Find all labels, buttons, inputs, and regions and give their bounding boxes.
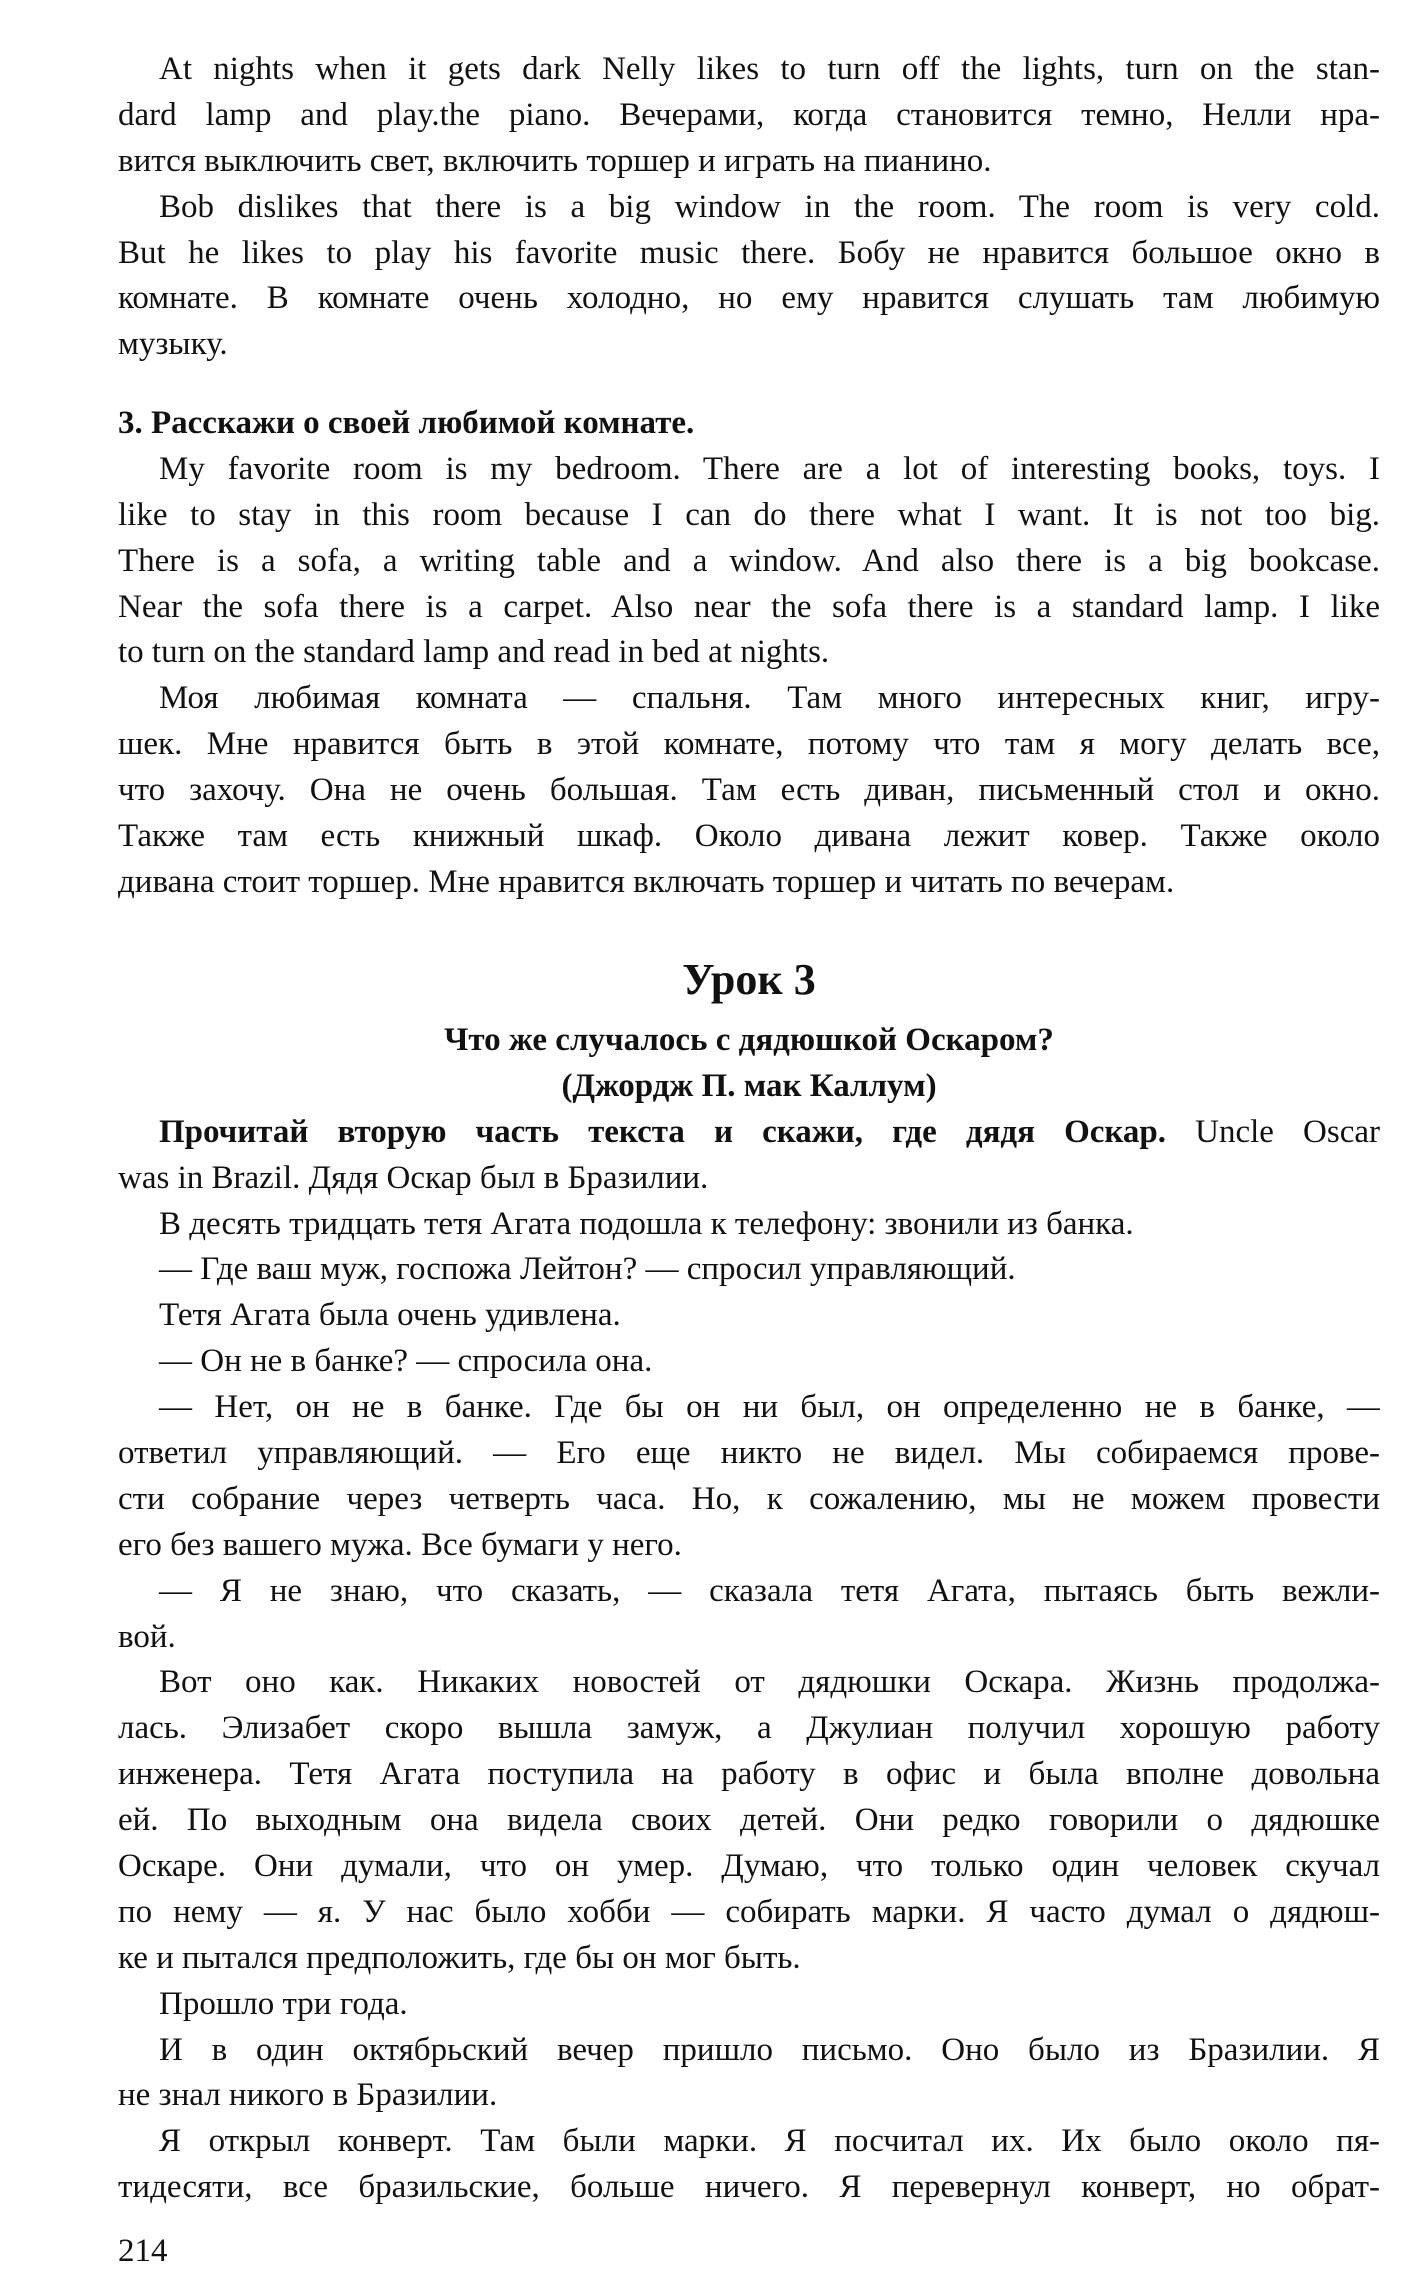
paragraph-line: его без вашего мужа. Все бумаги у него. <box>118 1526 682 1563</box>
paragraph-line: Я открыл конверт. Там были марки. Я посчитал их. Их было около пя- <box>159 2123 1380 2160</box>
paragraph-line: dard lamp and play.the piano. Вечерами, когда становится темно, Нелли нра- <box>118 96 1380 133</box>
lesson-title: Урок 3 <box>682 955 816 1004</box>
paragraph-line: At nights when it gets dark Nelly likes to turn off the lights, turn on the stan- <box>159 51 1380 87</box>
paragraph-line: But he likes to play his favorite music there. Бобу не нравится большое окно в <box>118 234 1380 271</box>
page-number: 214 <box>118 2233 168 2269</box>
paragraph-line: Моя любимая комната — спальня. Там много интересных книг, игру- <box>159 680 1380 717</box>
paragraph-line: ке и пытался предположить, где бы он мог быть. <box>118 1939 801 1976</box>
paragraph-line: ей. По выходным она видела своих детей. Они редко говорили о дядюшке <box>118 1802 1380 1839</box>
story-author: (Джордж П. мак Каллум) <box>561 1067 937 1104</box>
paragraph-line: There is a sofa, a writing table and a window. And also there is a big bookcase. <box>118 542 1380 579</box>
paragraph-line: И в один октябрьский вечер пришло письмо. Оно было из Бразилии. Я <box>159 2031 1380 2068</box>
paragraph-line: В десять тридцать тетя Агата подошла к телефону: звонили из банка. <box>159 1205 1134 1242</box>
paragraph-line: комнате. В комнате очень холодно, но ему нравится слушать там любимую <box>118 280 1380 317</box>
paragraph-line: инженера. Тетя Агата поступила на работу в офис и была вполне довольна <box>118 1756 1380 1793</box>
paragraph-line: Bob dislikes that there is a big window in the room. The room is very cold. <box>159 188 1380 225</box>
section-heading: 3. Расскажи о своей любимой комнате. <box>118 405 695 441</box>
paragraph-line: ответил управляющий. — Его еще никто не видел. Мы собираемся прове- <box>118 1435 1380 1472</box>
paragraph-line: не знал никого в Бразилии. <box>118 2077 498 2114</box>
paragraph-line: шек. Мне нравится быть в этой комнате, потому что там я могу делать все, <box>118 726 1380 763</box>
paragraph-line: сти собрание через четверть часа. Но, к сожалению, мы не можем провести <box>118 1480 1380 1517</box>
text-section-2 <box>118 401 1380 906</box>
task-answer-start: Uncle Oscar <box>1166 1113 1380 1150</box>
paragraph-line: — Где ваш муж, госпожа Лейтон? — спросил управляющий. <box>159 1251 1016 1288</box>
paragraph-line: Вот оно как. Никаких новостей от дядюшки Оскара. Жизнь продолжа- <box>159 1664 1380 1701</box>
paragraph-line: to turn on the standard lamp and read in bed at nights. <box>118 634 830 671</box>
paragraph-line: музыку. <box>118 326 228 363</box>
paragraph-line: Near the sofa there is a carpet. Also near the sofa there is a standard lamp. I like <box>118 588 1380 625</box>
paragraph-line: что захочу. Она не очень большая. Там есть диван, письменный стол и окно. <box>118 772 1380 809</box>
paragraph-line: вится выключить свет, включить торшер и играть на пианино. <box>118 142 992 179</box>
paragraph-line: — Я не знаю, что сказать, — сказала тетя Агата, пытаясь быть вежли- <box>159 1572 1380 1609</box>
paragraph-line: — Нет, он не в банке. Где бы он ни был, он определенно не в банке, — <box>159 1389 1380 1426</box>
paragraph-line: по нему — я. У нас было хобби — собирать марки. Я часто думал о дядюш- <box>118 1893 1380 1930</box>
story-title: Что же случалось с дядюшкой Оскаром? <box>444 1022 1054 1058</box>
paragraph-line: Также там есть книжный шкаф. Около дивана лежит ковер. Также около <box>118 818 1380 855</box>
paragraph-line: Прошло три года. <box>159 1985 408 2022</box>
task-instruction: Прочитай вторую часть текста и скажи, где дядя Оскар. <box>159 1113 1167 1150</box>
paragraph-line: My favorite room is my bedroom. There are a lot of interesting books, toys. I <box>159 450 1380 487</box>
paragraph-line: тидесяти, все бразильские, больше ничего. Я перевернул конверт, но обрат- <box>118 2169 1380 2206</box>
text-section-1 <box>118 47 1380 368</box>
paragraph-line: дивана стоит торшер. Мне нравится включать торшер и читать по вечерам. <box>118 863 1175 900</box>
paragraph-line: лась. Элизабет скоро вышла замуж, а Джулиан получил хорошую работу <box>118 1710 1380 1747</box>
lesson-text <box>118 1018 1380 2211</box>
paragraph-line: like to stay in this room because I can do there what I want. It is not too big. <box>118 496 1380 533</box>
paragraph-line: Оскаре. Они думали, что он умер. Думаю, что только один человек скучал <box>118 1848 1380 1885</box>
paragraph-line: Тетя Агата была очень удивлена. <box>159 1297 621 1334</box>
paragraph-line: вой. <box>118 1618 176 1655</box>
task-line <box>118 1110 1380 1156</box>
task-answer-line: was in Brazil. Дядя Оскар был в Бразилии. <box>118 1159 709 1196</box>
paragraph-line: — Он не в банке? — спросила она. <box>159 1343 653 1380</box>
